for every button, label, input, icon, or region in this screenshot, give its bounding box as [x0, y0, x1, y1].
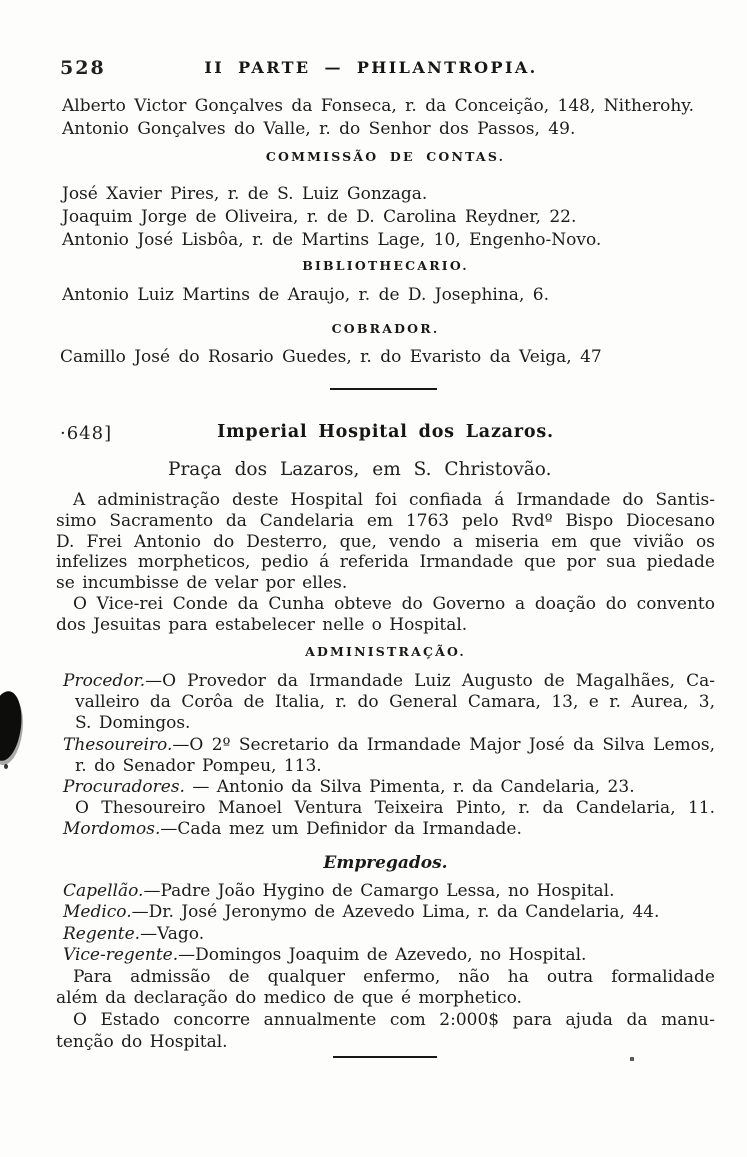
role-text: —O 2º Secretario da Irmandade Major José da Silva Lemos, [172, 734, 715, 755]
role-text: — Antonio da Silva Pimenta, r. da Candelaria, 23. [184, 777, 635, 798]
text-line: tenção do Hospital. [56, 1031, 228, 1052]
role-label: Procedor. [63, 671, 146, 691]
role-label: Procuradores. [63, 777, 185, 798]
role-label: Thesoureiro. [63, 734, 173, 755]
intro-paragraph-1 [56, 490, 715, 594]
roster-line [63, 881, 715, 902]
article-address: Praça dos Lazaros, em S. Christovão. [168, 459, 552, 480]
role-text: —Domingos Joaquim de Azevedo, no Hospital. [178, 945, 587, 966]
entry-number: ·648] [60, 423, 113, 444]
article-title: Imperial Hospital dos Lazaros. [217, 422, 554, 442]
roster-line [63, 713, 715, 734]
intro-paragraph-2 [56, 594, 715, 636]
roster-line [63, 924, 715, 945]
text-line: infelizes morpheticos, pedio á referida Irmandade que por sua piedade [56, 552, 715, 573]
ink-speck [630, 1057, 634, 1061]
text-line: D. Frei Antonio do Desterro, que, vendo a miseria em que vivião os [56, 531, 715, 552]
section-heading-bibliothecario: BIBLIOTHECARIO. [302, 258, 469, 273]
cobrador-member: Camillo José do Rosario Guedes, r. do Evaristo da Veiga, 47 [60, 347, 602, 367]
role-text: O Thesoureiro Manoel Ventura Teixeira Pinto, r. da Candelaria, 11. [75, 798, 715, 819]
roster-line [63, 798, 715, 819]
list-item: Alberto Victor Gonçalves da Fonseca, r. da Conceição, 148, Nitherohy. [62, 96, 695, 116]
page-number: 528 [60, 57, 106, 79]
role-label: Regente. [63, 923, 141, 944]
ink-blot [0, 689, 25, 762]
section-heading-cobrador: COBRADOR. [331, 321, 440, 336]
role-text: valleiro da Corôa de Italia, r. do General Camara, 13, e r. Aurea, 3, [75, 692, 715, 713]
list-item: José Xavier Pires, r. de S. Luiz Gonzaga. [62, 184, 428, 204]
commissao-member-list [62, 183, 601, 252]
member-list [62, 95, 694, 141]
text-line: Para admissão de qualquer enfermo, não ha outra formalidade [73, 967, 715, 987]
role-text: —O Provedor da Irmandade Luiz Augusto de Magalhães, Ca- [145, 671, 715, 691]
roster-line [63, 671, 715, 692]
text-line: dos Jesuitas para estabelecer nelle o Hospital. [56, 615, 468, 635]
role-text: —Padre João Hygino de Camargo Lessa, no Hospital. [143, 881, 615, 901]
roster-line [63, 819, 715, 840]
text-line: A administração deste Hospital foi confiada á Irmandade do Santis- [73, 490, 715, 510]
roster-line [63, 692, 715, 713]
text-line: O Estado concorre annualmente com 2:000$ para ajuda da manu- [73, 1010, 715, 1030]
running-header: II PARTE — PHILANTROPIA. [204, 58, 538, 77]
text-line: além da declaração do medico de que é morphetico. [56, 988, 522, 1008]
closing-paragraph-2 [56, 1010, 715, 1053]
role-text: S. Domingos. [75, 713, 191, 734]
roster-line [63, 945, 715, 966]
roster-line [63, 756, 715, 777]
text-line: se incumbisse de velar por elles. [56, 573, 348, 594]
list-item: Antonio José Lisbôa, r. de Martins Lage, 10, Engenho-Novo. [62, 230, 602, 250]
role-label: Vice-regente. [63, 945, 179, 966]
roster-line [63, 777, 715, 798]
text-line: O Vice-rei Conde da Cunha obteve do Governo a doação do convento [73, 594, 715, 614]
role-label: Capellão. [63, 881, 144, 901]
empregados-roster [63, 881, 715, 967]
role-label: Mordomos. [63, 819, 161, 840]
role-label: Medico. [63, 902, 132, 923]
role-text: r. do Senador Pompeu, 113. [75, 755, 322, 776]
text-line: simo Sacramento da Candelaria em 1763 pelo Rvdº Bispo Diocesano [56, 510, 715, 531]
end-divider [333, 1056, 437, 1058]
list-item: Joaquim Jorge de Oliveira, r. de D. Carolina Reydner, 22. [62, 207, 577, 227]
roster-line [63, 735, 715, 756]
role-text: —Vago. [140, 923, 205, 944]
bibliothecario-member: Antonio Luiz Martins de Araujo, r. de D. Josephina, 6. [62, 285, 549, 305]
section-heading-empregados: Empregados. [323, 853, 448, 873]
section-heading-administracao: ADMINISTRAÇÃO. [305, 644, 466, 659]
closing-paragraph-1 [56, 967, 715, 1009]
administration-roster [63, 671, 715, 841]
list-item: Antonio Gonçalves do Valle, r. do Senhor dos Passos, 49. [62, 119, 576, 139]
role-text: —Dr. José Jeronymo de Azevedo Lima, r. da Candelaria, 44. [131, 902, 660, 923]
roster-line [63, 902, 715, 923]
section-divider [330, 388, 437, 390]
ink-blot-dot [4, 764, 8, 769]
role-text: —Cada mez um Definidor da Irmandade. [160, 819, 522, 840]
section-heading-commissao: COMMISSÃO DE CONTAS. [265, 149, 506, 164]
